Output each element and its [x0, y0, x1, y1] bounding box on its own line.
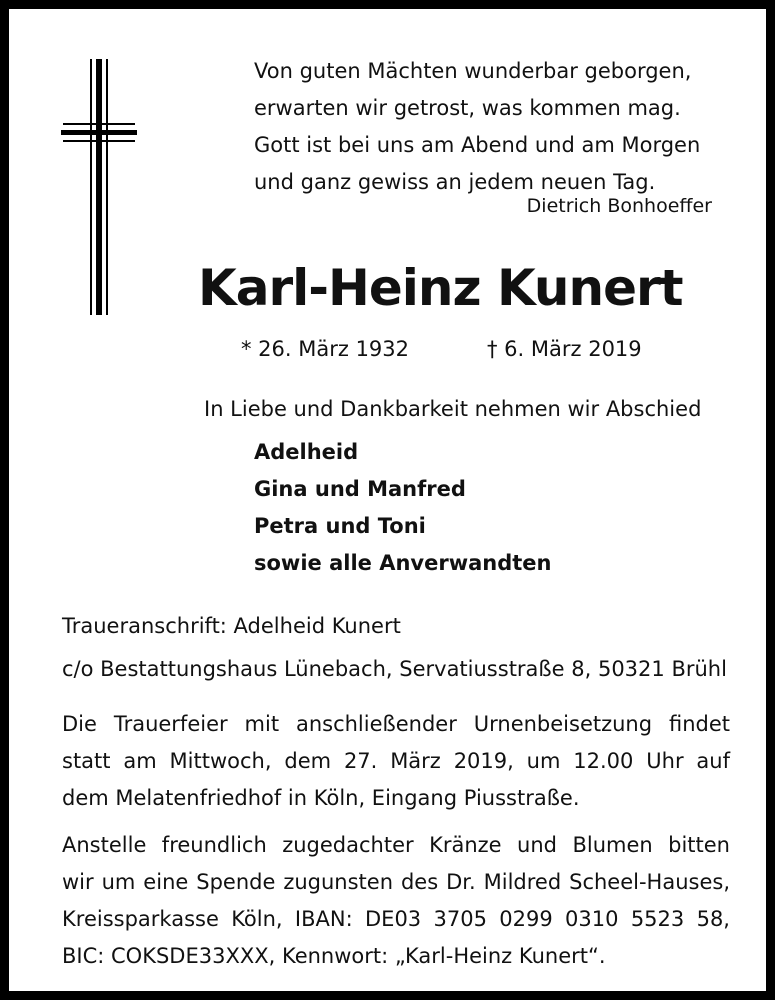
birth-date: * 26. März 1932: [241, 337, 410, 361]
poem: [254, 53, 700, 201]
funeral-home-address: c/o Bestattungshaus Lünebach, Servatiusstraße 8, 50321 Brühl: [62, 657, 727, 681]
mourner: Adelheid: [254, 440, 359, 464]
funeral-line: statt am Mittwoch, dem 27. März 2019, um 12.00 Uhr auf: [62, 749, 730, 773]
donation-notice: [62, 827, 730, 975]
donation-line: Kreissparkasse Köln, IBAN: DE03 3705 0299 0310 5523 58,: [62, 907, 730, 931]
poem-line: Gott ist bei uns am Abend und am Morgen: [254, 133, 701, 157]
mourner: Gina und Manfred: [254, 477, 466, 501]
funeral-notice: [62, 706, 730, 817]
deceased-name: Karl-Heinz Kunert: [198, 259, 683, 317]
donation-line: wir um eine Spende zugunsten des Dr. Mildred Scheel-Hauses,: [62, 870, 730, 894]
mourner: Petra und Toni: [254, 514, 426, 538]
death-date: † 6. März 2019: [487, 337, 642, 361]
poem-line: und ganz gewiss an jedem neuen Tag.: [254, 170, 656, 194]
mourning-address: Traueranschrift: Adelheid Kunert: [62, 614, 401, 638]
funeral-line: dem Melatenfriedhof in Köln, Eingang Piusstraße.: [62, 786, 580, 810]
funeral-line: Die Trauerfeier mit anschließender Urnenbeisetzung findet: [62, 712, 730, 736]
poem-line: erwarten wir getrost, was kommen mag.: [254, 96, 681, 120]
cross-icon: [61, 59, 137, 315]
poem-line: Von guten Mächten wunderbar geborgen,: [254, 59, 692, 83]
donation-line: BIC: COKSDE33XXX, Kennwort: „Karl-Heinz Kunert“.: [62, 944, 606, 968]
donation-line: Anstelle freundlich zugedachter Kränze und Blumen bitten: [62, 833, 730, 857]
farewell-line: In Liebe und Dankbarkeit nehmen wir Abschied: [204, 397, 702, 421]
poem-author: Dietrich Bonhoeffer: [526, 195, 712, 217]
mourners-list: [254, 434, 551, 582]
mourner: sowie alle Anverwandten: [254, 551, 552, 575]
